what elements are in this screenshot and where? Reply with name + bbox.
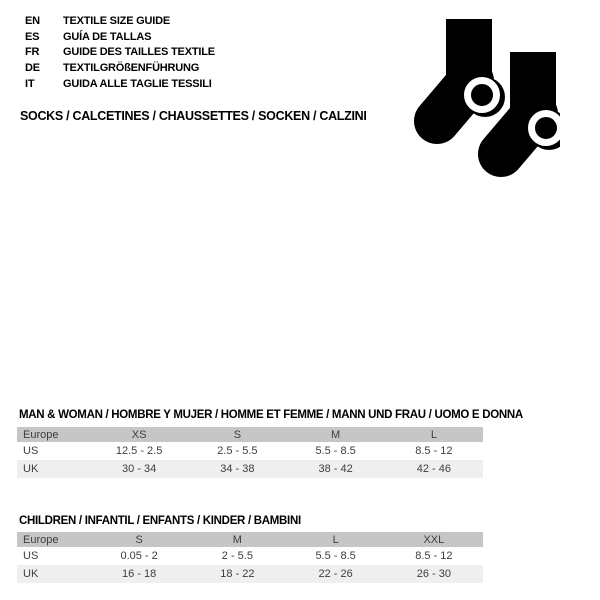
language-label: TEXTILGRÖßENFÜHRUNG — [63, 61, 200, 74]
table-cell: 42 - 46 — [385, 460, 483, 478]
table-cell: 12.5 - 2.5 — [90, 442, 188, 460]
table-row-us — [17, 547, 483, 565]
table-cell: UK — [17, 460, 90, 478]
table-cell: US — [17, 442, 90, 460]
language-label: GUIDE DES TAILLES TEXTILE — [63, 46, 215, 59]
table-cell: 26 - 30 — [385, 565, 483, 583]
table-cell: 22 - 26 — [287, 565, 385, 583]
table-cell: 34 - 38 — [188, 460, 286, 478]
table-cell: 16 - 18 — [90, 565, 188, 583]
table-row-uk — [17, 460, 483, 478]
category-title: SOCKS / CALCETINES / CHAUSSETTES / SOCKEN / CALZINI — [20, 109, 367, 123]
language-row — [25, 29, 215, 45]
language-row — [25, 60, 215, 76]
table-header-cell: M — [287, 427, 385, 442]
table-title-children: CHILDREN / INFANTIL / ENFANTS / KINDER / BAMBINI — [19, 515, 301, 527]
table-header-row — [17, 427, 483, 442]
language-code: FR — [25, 46, 40, 59]
language-row — [25, 44, 215, 60]
table-header-cell: L — [385, 427, 483, 442]
table-cell: 2 - 5.5 — [188, 547, 286, 565]
table-row-us — [17, 442, 483, 460]
size-table-man-woman — [17, 427, 483, 478]
language-label: GUIDA ALLE TAGLIE TESSILI — [63, 77, 212, 90]
table-cell: 30 - 34 — [90, 460, 188, 478]
socks-icon — [410, 16, 560, 181]
table-cell: UK — [17, 565, 90, 583]
language-label: TEXTILE SIZE GUIDE — [63, 14, 171, 27]
table-header-cell: S — [188, 427, 286, 442]
language-row — [25, 76, 215, 92]
table-cell: 38 - 42 — [287, 460, 385, 478]
language-code: DE — [25, 61, 40, 74]
language-code: EN — [25, 14, 40, 27]
table-header-cell: Europe — [17, 427, 90, 442]
table-cell: 5.5 - 8.5 — [287, 442, 385, 460]
table-title-man-woman: MAN & WOMAN / HOMBRE Y MUJER / HOMME ET FEMME / MANN UND FRAU / UOMO E DONNA — [19, 409, 523, 421]
table-header-cell: S — [90, 532, 188, 547]
table-header-cell: M — [188, 532, 286, 547]
table-header-row — [17, 532, 483, 547]
table-cell: 5.5 - 8.5 — [287, 547, 385, 565]
table-cell: 2.5 - 5.5 — [188, 442, 286, 460]
table-cell: US — [17, 547, 90, 565]
table-cell: 8.5 - 12 — [385, 442, 483, 460]
table-header-cell: Europe — [17, 532, 90, 547]
table-header-cell: XXL — [385, 532, 483, 547]
language-list — [25, 13, 215, 91]
table-cell: 18 - 22 — [188, 565, 286, 583]
table-header-cell: L — [287, 532, 385, 547]
language-code: IT — [25, 77, 35, 90]
language-row — [25, 13, 215, 29]
size-table-children — [17, 532, 483, 583]
table-cell: 0.05 - 2 — [90, 547, 188, 565]
table-header-cell: XS — [90, 427, 188, 442]
language-label: GUÍA DE TALLAS — [63, 30, 152, 43]
table-row-uk — [17, 565, 483, 583]
table-cell: 8.5 - 12 — [385, 547, 483, 565]
language-code: ES — [25, 30, 40, 43]
